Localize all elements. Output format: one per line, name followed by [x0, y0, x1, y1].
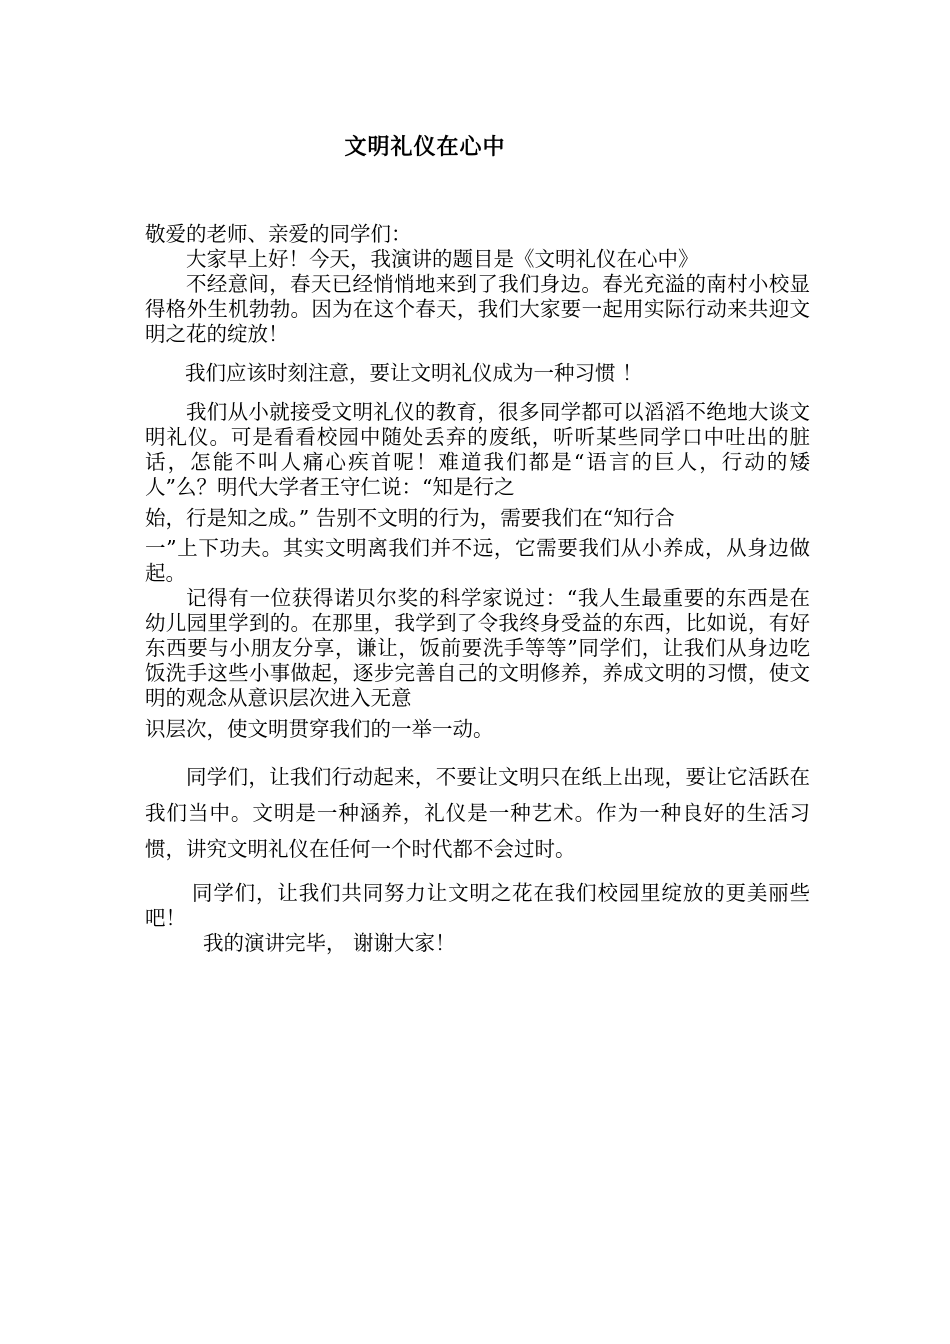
- paragraph-closing: 我的演讲完毕， 谢谢大家！: [203, 931, 456, 955]
- paragraph-education: 我们从小就接受文明礼仪的教育，很多同学都可以滔滔不绝地大谈文明礼仪。可是看看校园中随处丢弃的废纸，听听某些同学口中吐出的脏话，怎能不叫人痛心疾首呢！难道我们都是“语言的巨人，行动的矮人”么？明代大学者王守仁说：“知是行之: [145, 400, 810, 499]
- salutation: 敬爱的老师、亲爱的同学们：: [145, 222, 412, 246]
- paragraph-action: 同学们，让我们行动起来，不要让文明只在纸上出现，要让它活跃在我们当中。文明是一种涵养，礼仪是一种艺术。作为一种良好的生活习惯，讲究文明礼仪在任何一个时代都不会过时。: [145, 765, 810, 861]
- paragraph-habit: 我们应该时刻注意，要让文明礼仪成为一种习惯 ！: [185, 361, 643, 385]
- paragraph-scientist-cont: 识层次，使文明贯穿我们的一举一动。: [145, 717, 494, 741]
- paragraph-education-cont-2: 一”上下功夫。其实文明离我们并不远，它需要我们从小养成，从身边做起。: [145, 536, 810, 585]
- paragraph-spring: 不经意间，春天已经悄悄地来到了我们身边。春光充溢的南村小校显得格外生机勃勃。因为在这个春天，我们大家要一起用实际行动来共迎文明之花的绽放！: [145, 272, 810, 346]
- document-body: [145, 222, 810, 956]
- document-title: 文明礼仪在心中: [344, 135, 506, 160]
- paragraph-effort: 同学们，让我们共同努力让文明之花在我们校园里绽放的更美丽些吧！: [145, 881, 810, 930]
- paragraph-scientist: 记得有一位获得诺贝尔奖的科学家说过：“我人生最重要的东西是在幼儿园里学到的。在那里，我学到了令我终身受益的东西，比如说，有好东西要与小朋友分享，谦让，饭前要洗手等等”同学们，让我们从身边吃饭洗手这些小事做起，逐步完善自己的文明修养，养成文明的习惯，使文明的观念从意识层次进入无意: [145, 586, 810, 710]
- paragraph-education-cont-1: 始，行是知之成。” 告别不文明的行为，需要我们在“知行合: [145, 506, 675, 530]
- paragraph-greeting: 大家早上好！今天，我演讲的题目是《文明礼仪在心中》: [186, 247, 699, 271]
